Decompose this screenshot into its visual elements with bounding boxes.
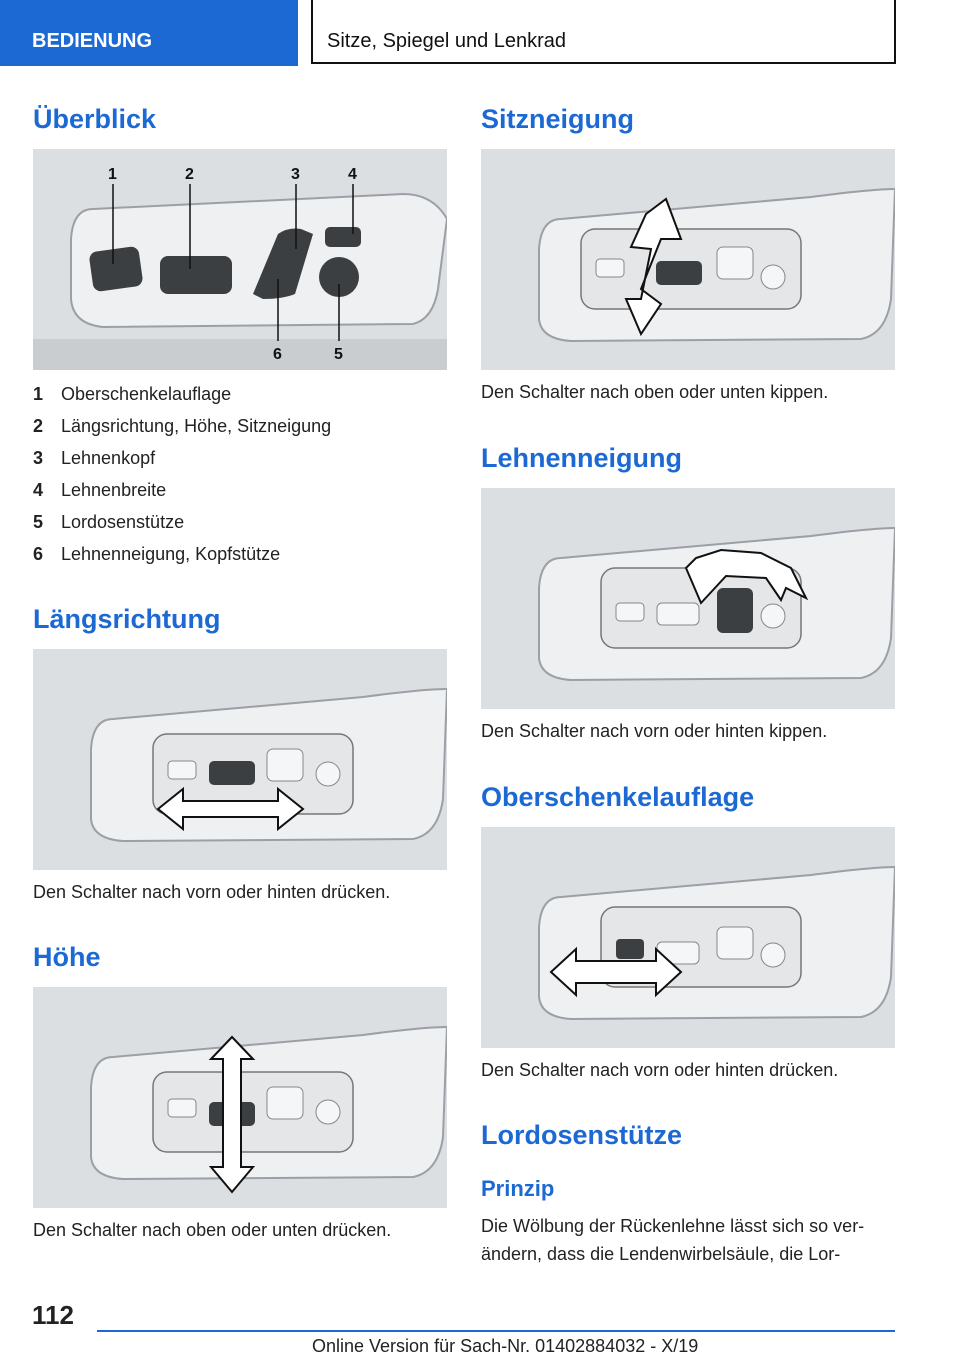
- legend-item: 4 Lehnenbreite: [33, 480, 167, 500]
- ober-image: [481, 827, 895, 1048]
- overview-image: [33, 149, 447, 370]
- footer-rule: [97, 1330, 895, 1332]
- svg-text:3: 3: [291, 166, 300, 183]
- laengs-heading: Längsrichtung: [33, 604, 221, 634]
- chapter-title: Sitze, Spiegel und Lenkrad: [311, 0, 896, 64]
- legend-item: 2 Längsrichtung, Höhe, Sitzneigung: [33, 416, 332, 436]
- laengs-caption: Den Schalter nach vorn oder hinten drücken.: [33, 882, 391, 902]
- neigung-image: [481, 149, 895, 370]
- svg-text:2: 2: [185, 166, 194, 183]
- neigung-caption: Den Schalter nach oben oder unten kippen.: [481, 382, 829, 402]
- lordose-text: Die Wölbung der Rückenlehne lässt sich so ver-ändern, dass die Lendenwirbelsäule, die Lor-: [481, 1216, 865, 1264]
- section-tab: BEDIENUNG: [0, 0, 298, 66]
- overview-heading: Überblick: [33, 104, 157, 134]
- ober-caption: Den Schalter nach vorn oder hinten drücken.: [481, 1060, 839, 1080]
- control-legend: [33, 383, 331, 575]
- svg-text:6: 6: [273, 346, 282, 363]
- hoehe-caption: Den Schalter nach oben oder unten drücken.: [33, 1220, 392, 1240]
- svg-text:5: 5: [334, 346, 343, 363]
- ober-heading: Oberschenkelauflage: [481, 782, 755, 812]
- lehne-caption: Den Schalter nach vorn oder hinten kippen.: [481, 721, 828, 741]
- laengs-image: [33, 649, 447, 870]
- lordose-heading: Lordosenstütze: [481, 1120, 683, 1150]
- hoehe-heading: Höhe: [33, 942, 101, 972]
- legend-item: 6 Lehnenneigung, Kopfstütze: [33, 544, 281, 564]
- legend-item: 5 Lordosenstütze: [33, 512, 185, 532]
- legend-item: 1 Oberschenkelauflage: [33, 384, 232, 404]
- lehne-heading: Lehnenneigung: [481, 443, 682, 473]
- svg-text:4: 4: [348, 166, 357, 183]
- legend-item: 3 Lehnenkopf: [33, 448, 156, 468]
- lehne-image: [481, 488, 895, 709]
- page-number: 112: [32, 1300, 74, 1330]
- footer-version: Online Version für Sach-Nr. 01402884032 - X/19: [312, 1336, 699, 1356]
- lordose-subheading: Prinzip: [481, 1176, 555, 1201]
- svg-text:1: 1: [108, 166, 117, 183]
- neigung-heading: Sitzneigung: [481, 104, 634, 134]
- hoehe-image: [33, 987, 447, 1208]
